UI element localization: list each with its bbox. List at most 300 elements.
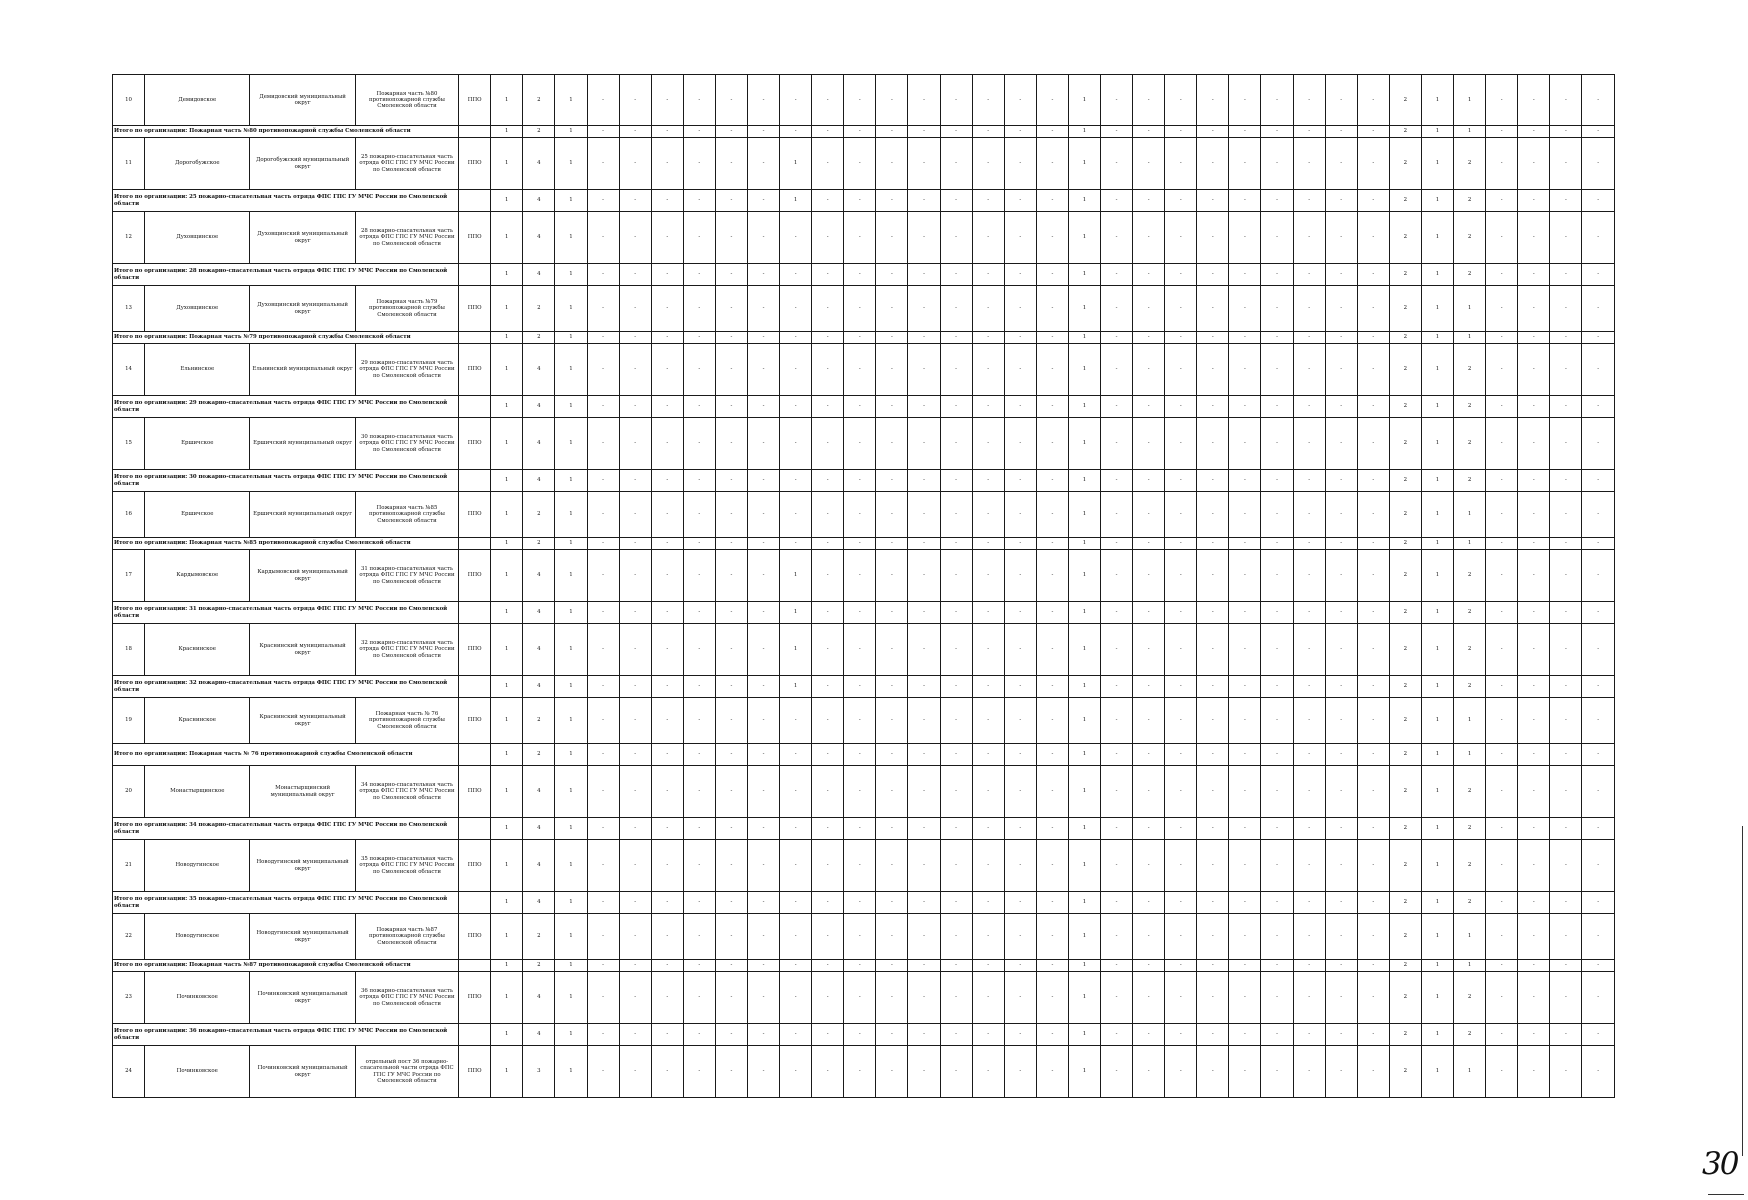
fire-protection-table <box>112 74 1615 1098</box>
value-cell: - <box>1486 1046 1518 1098</box>
total-value-cell: - <box>1261 190 1293 212</box>
value-cell: - <box>1325 75 1357 126</box>
value-cell: - <box>1550 75 1582 126</box>
value-cell: 2 <box>1454 344 1486 396</box>
value-cell: - <box>1197 624 1229 676</box>
settlement-cell: Новодугинское <box>145 914 250 960</box>
value-cell: 1 <box>1068 766 1100 818</box>
total-value-cell: - <box>1582 126 1615 138</box>
total-value-cell: 2 <box>1454 892 1486 914</box>
total-type-cell <box>459 396 491 418</box>
value-cell: 1 <box>780 138 812 190</box>
total-value-cell: - <box>1486 602 1518 624</box>
value-cell: - <box>1229 840 1261 892</box>
value-cell: - <box>1036 766 1068 818</box>
territory-cell: Кардымовский муниципальный округ <box>250 550 355 602</box>
value-cell: 2 <box>1389 492 1421 538</box>
value-cell: - <box>651 766 683 818</box>
total-row <box>113 264 1615 286</box>
total-value-cell: 1 <box>1421 396 1453 418</box>
value-cell: 2 <box>1389 418 1421 470</box>
value-cell: - <box>940 418 972 470</box>
value-cell: - <box>1101 492 1133 538</box>
total-value-cell: - <box>715 396 747 418</box>
total-value-cell: 2 <box>523 332 555 344</box>
value-cell: - <box>619 286 651 332</box>
total-type-cell <box>459 538 491 550</box>
settlement-cell: Ершичское <box>145 492 250 538</box>
total-row <box>113 744 1615 766</box>
value-cell: - <box>940 286 972 332</box>
total-value-cell: - <box>587 602 619 624</box>
total-value-cell: - <box>715 1024 747 1046</box>
total-value-cell: - <box>1165 818 1197 840</box>
type-cell: ППО <box>459 1046 491 1098</box>
total-value-cell: - <box>844 744 876 766</box>
total-value-cell: - <box>812 396 844 418</box>
total-label-cell: Итого по организации: Пожарная часть №80 противопожарной службы Смоленской области <box>113 126 459 138</box>
total-value-cell: - <box>812 264 844 286</box>
total-value-cell: 1 <box>491 396 523 418</box>
value-cell: - <box>651 492 683 538</box>
total-value-cell: - <box>1036 744 1068 766</box>
value-cell: - <box>1357 624 1389 676</box>
value-cell: - <box>1550 972 1582 1024</box>
total-value-cell: - <box>1550 264 1582 286</box>
total-value-cell: - <box>1229 470 1261 492</box>
value-cell: - <box>747 75 779 126</box>
total-value-cell: - <box>1550 538 1582 550</box>
value-cell: - <box>844 418 876 470</box>
total-value-cell: - <box>1197 744 1229 766</box>
total-value-cell: 2 <box>1389 470 1421 492</box>
total-value-cell: - <box>1197 396 1229 418</box>
total-value-cell: 1 <box>491 818 523 840</box>
total-row <box>113 892 1615 914</box>
total-value-cell: - <box>1101 126 1133 138</box>
value-cell: 2 <box>1454 840 1486 892</box>
total-value-cell: - <box>1518 892 1550 914</box>
value-cell: - <box>876 766 908 818</box>
total-value-cell: - <box>651 538 683 550</box>
total-value-cell: 1 <box>555 470 587 492</box>
value-cell: - <box>908 492 940 538</box>
row-number-cell: 10 <box>113 75 145 126</box>
total-type-cell <box>459 744 491 766</box>
value-cell: - <box>1101 344 1133 396</box>
value-cell: 1 <box>1421 840 1453 892</box>
value-cell: 2 <box>1454 766 1486 818</box>
total-value-cell: - <box>940 332 972 344</box>
total-value-cell: - <box>908 332 940 344</box>
value-cell: - <box>1325 550 1357 602</box>
value-cell: 1 <box>491 840 523 892</box>
total-value-cell: - <box>1133 744 1165 766</box>
total-value-cell: - <box>1357 470 1389 492</box>
total-value-cell: - <box>747 264 779 286</box>
total-type-cell <box>459 818 491 840</box>
total-value-cell: - <box>715 602 747 624</box>
total-value-cell: - <box>1357 892 1389 914</box>
total-value-cell: 1 <box>555 538 587 550</box>
total-value-cell: - <box>844 126 876 138</box>
total-value-cell: 1 <box>780 676 812 698</box>
value-cell: - <box>908 1046 940 1098</box>
total-value-cell: - <box>844 396 876 418</box>
total-value-cell: - <box>1518 396 1550 418</box>
value-cell: - <box>1261 914 1293 960</box>
value-cell: 1 <box>1068 344 1100 396</box>
value-cell: - <box>780 212 812 264</box>
total-type-cell <box>459 676 491 698</box>
value-cell: - <box>1229 212 1261 264</box>
row-number-cell: 21 <box>113 840 145 892</box>
total-value-cell: - <box>683 602 715 624</box>
total-value-cell: 2 <box>1389 332 1421 344</box>
total-value-cell: - <box>1229 892 1261 914</box>
total-value-cell: - <box>1101 1024 1133 1046</box>
value-cell: - <box>1229 1046 1261 1098</box>
total-type-cell <box>459 602 491 624</box>
table-row <box>113 914 1615 960</box>
organization-cell: 29 пожарно-спасательная часть отряда ФПС ГПС ГУ МЧС России по Смоленской области <box>355 344 458 396</box>
value-cell: - <box>1325 492 1357 538</box>
total-value-cell: - <box>683 332 715 344</box>
value-cell: - <box>587 492 619 538</box>
value-cell: - <box>1133 418 1165 470</box>
total-value-cell: 2 <box>1454 470 1486 492</box>
total-value-cell: - <box>1197 126 1229 138</box>
total-value-cell: - <box>747 892 779 914</box>
value-cell: - <box>1486 138 1518 190</box>
total-value-cell: 2 <box>1454 818 1486 840</box>
total-value-cell: - <box>1357 538 1389 550</box>
total-value-cell: - <box>1293 190 1325 212</box>
total-value-cell: - <box>1004 744 1036 766</box>
value-cell: - <box>1357 286 1389 332</box>
value-cell: - <box>780 698 812 744</box>
total-value-cell: - <box>1582 396 1615 418</box>
total-value-cell: - <box>908 538 940 550</box>
total-value-cell: - <box>812 332 844 344</box>
value-cell: - <box>1133 75 1165 126</box>
value-cell: - <box>1261 1046 1293 1098</box>
total-value-cell: 1 <box>555 126 587 138</box>
total-value-cell: - <box>1582 892 1615 914</box>
total-value-cell: - <box>1357 1024 1389 1046</box>
value-cell: - <box>1197 492 1229 538</box>
value-cell: 1 <box>555 1046 587 1098</box>
value-cell: - <box>1486 698 1518 744</box>
value-cell: - <box>1550 766 1582 818</box>
total-value-cell: 1 <box>555 332 587 344</box>
type-cell: ППО <box>459 286 491 332</box>
value-cell: - <box>1325 972 1357 1024</box>
total-value-cell: - <box>1261 538 1293 550</box>
total-label-cell: Итого по организации: 29 пожарно-спасательная часть отряда ФПС ГПС ГУ МЧС России по Смоленской области <box>113 396 459 418</box>
total-value-cell: - <box>1197 602 1229 624</box>
total-value-cell: - <box>1229 538 1261 550</box>
total-value-cell: 2 <box>1389 960 1421 972</box>
total-value-cell: - <box>619 190 651 212</box>
value-cell: 4 <box>523 766 555 818</box>
total-value-cell: - <box>1582 190 1615 212</box>
value-cell: 1 <box>1454 492 1486 538</box>
value-cell: - <box>715 344 747 396</box>
value-cell: - <box>619 492 651 538</box>
total-value-cell: - <box>651 332 683 344</box>
total-value-cell: 4 <box>523 470 555 492</box>
total-value-cell: - <box>940 1024 972 1046</box>
total-value-cell: - <box>1036 818 1068 840</box>
total-value-cell: - <box>876 892 908 914</box>
value-cell: 1 <box>555 972 587 1024</box>
total-row <box>113 676 1615 698</box>
total-value-cell: 1 <box>491 676 523 698</box>
value-cell: - <box>1550 698 1582 744</box>
total-value-cell: - <box>747 676 779 698</box>
value-cell: - <box>1261 75 1293 126</box>
total-value-cell: 1 <box>491 538 523 550</box>
value-cell: - <box>1357 766 1389 818</box>
total-value-cell: - <box>715 470 747 492</box>
total-value-cell: 2 <box>523 744 555 766</box>
territory-cell: Ельнинский муниципальный округ <box>250 344 355 396</box>
total-value-cell: - <box>1261 960 1293 972</box>
total-value-cell: - <box>1229 1024 1261 1046</box>
value-cell: 3 <box>523 1046 555 1098</box>
value-cell: - <box>1133 766 1165 818</box>
value-cell: - <box>1036 286 1068 332</box>
value-cell: 2 <box>1454 624 1486 676</box>
value-cell: - <box>1133 624 1165 676</box>
value-cell: 1 <box>555 840 587 892</box>
value-cell: 1 <box>1068 840 1100 892</box>
row-number-cell: 13 <box>113 286 145 332</box>
total-value-cell: - <box>908 818 940 840</box>
total-value-cell: - <box>683 818 715 840</box>
value-cell: 2 <box>523 914 555 960</box>
value-cell: - <box>619 75 651 126</box>
total-value-cell: 1 <box>1421 332 1453 344</box>
total-value-cell: - <box>812 676 844 698</box>
value-cell: - <box>812 492 844 538</box>
value-cell: 2 <box>1389 972 1421 1024</box>
total-value-cell: 1 <box>1068 264 1100 286</box>
total-value-cell: - <box>1518 264 1550 286</box>
value-cell: 1 <box>1068 1046 1100 1098</box>
value-cell: - <box>1550 492 1582 538</box>
total-value-cell: - <box>1133 676 1165 698</box>
value-cell: - <box>1518 972 1550 1024</box>
value-cell: - <box>619 624 651 676</box>
value-cell: - <box>972 418 1004 470</box>
value-cell: - <box>1486 492 1518 538</box>
value-cell: 1 <box>1068 550 1100 602</box>
total-value-cell: - <box>619 676 651 698</box>
value-cell: - <box>1229 418 1261 470</box>
total-value-cell: - <box>1133 264 1165 286</box>
total-value-cell: 1 <box>1454 960 1486 972</box>
total-value-cell: - <box>1036 126 1068 138</box>
value-cell: - <box>1518 698 1550 744</box>
value-cell: - <box>1036 212 1068 264</box>
total-value-cell: - <box>780 332 812 344</box>
value-cell: - <box>1133 286 1165 332</box>
value-cell: - <box>1550 1046 1582 1098</box>
value-cell: 1 <box>1421 914 1453 960</box>
total-value-cell: - <box>619 332 651 344</box>
total-value-cell: - <box>876 1024 908 1046</box>
value-cell: - <box>876 1046 908 1098</box>
total-value-cell: - <box>1518 744 1550 766</box>
total-value-cell: - <box>651 892 683 914</box>
value-cell: - <box>1550 418 1582 470</box>
total-value-cell: - <box>1293 892 1325 914</box>
value-cell: - <box>780 286 812 332</box>
total-value-cell: 1 <box>1454 332 1486 344</box>
value-cell: - <box>1004 212 1036 264</box>
total-value-cell: - <box>1325 264 1357 286</box>
total-value-cell: - <box>1036 332 1068 344</box>
total-value-cell: - <box>908 190 940 212</box>
value-cell: - <box>1229 75 1261 126</box>
total-value-cell: - <box>1261 396 1293 418</box>
total-value-cell: - <box>812 960 844 972</box>
total-value-cell: - <box>1229 190 1261 212</box>
total-value-cell: 1 <box>555 396 587 418</box>
total-value-cell: - <box>844 818 876 840</box>
value-cell: - <box>844 840 876 892</box>
type-cell: ППО <box>459 550 491 602</box>
total-value-cell: - <box>1550 960 1582 972</box>
total-value-cell: - <box>619 538 651 550</box>
total-value-cell: - <box>940 892 972 914</box>
total-value-cell: - <box>683 126 715 138</box>
total-value-cell: - <box>1486 396 1518 418</box>
value-cell: - <box>1261 766 1293 818</box>
value-cell: 1 <box>1421 550 1453 602</box>
total-value-cell: 4 <box>523 892 555 914</box>
value-cell: - <box>1261 212 1293 264</box>
value-cell: 1 <box>1068 698 1100 744</box>
value-cell: - <box>1550 624 1582 676</box>
total-value-cell: - <box>1229 396 1261 418</box>
value-cell: 1 <box>555 914 587 960</box>
value-cell: - <box>1229 286 1261 332</box>
value-cell: 2 <box>1389 624 1421 676</box>
total-value-cell: 1 <box>1421 744 1453 766</box>
table-row <box>113 1046 1615 1098</box>
value-cell: - <box>747 286 779 332</box>
total-value-cell: 1 <box>1421 892 1453 914</box>
total-row <box>113 602 1615 624</box>
value-cell: 4 <box>523 972 555 1024</box>
value-cell: 1 <box>1068 75 1100 126</box>
total-value-cell: 2 <box>523 960 555 972</box>
value-cell: - <box>1197 418 1229 470</box>
total-value-cell: - <box>908 396 940 418</box>
value-cell: 1 <box>491 344 523 396</box>
value-cell: - <box>972 75 1004 126</box>
value-cell: - <box>1582 698 1615 744</box>
total-value-cell: - <box>780 1024 812 1046</box>
value-cell: - <box>651 698 683 744</box>
total-value-cell: - <box>1036 1024 1068 1046</box>
total-value-cell: - <box>844 960 876 972</box>
value-cell: - <box>1293 492 1325 538</box>
total-value-cell: - <box>780 264 812 286</box>
value-cell: - <box>1165 286 1197 332</box>
total-value-cell: - <box>1101 892 1133 914</box>
type-cell: ППО <box>459 492 491 538</box>
value-cell: - <box>780 972 812 1024</box>
value-cell: - <box>908 766 940 818</box>
value-cell: - <box>1357 550 1389 602</box>
value-cell: - <box>1582 972 1615 1024</box>
value-cell: 1 <box>780 550 812 602</box>
total-label-cell: Итого по организации: 32 пожарно-спасательная часть отряда ФПС ГПС ГУ МЧС России по Смоленской области <box>113 676 459 698</box>
total-value-cell: - <box>1004 126 1036 138</box>
total-value-cell: - <box>1133 960 1165 972</box>
total-value-cell: - <box>1101 190 1133 212</box>
total-value-cell: - <box>1293 744 1325 766</box>
total-value-cell: - <box>1293 676 1325 698</box>
total-value-cell: - <box>940 470 972 492</box>
value-cell: - <box>1101 75 1133 126</box>
value-cell: - <box>619 1046 651 1098</box>
organization-cell: 30 пожарно-спасательная часть отряда ФПС ГПС ГУ МЧС России по Смоленской области <box>355 418 458 470</box>
value-cell: - <box>1229 492 1261 538</box>
total-value-cell: - <box>1325 602 1357 624</box>
value-cell: - <box>587 914 619 960</box>
value-cell: - <box>1197 138 1229 190</box>
value-cell: - <box>844 914 876 960</box>
value-cell: - <box>1101 418 1133 470</box>
type-cell: ППО <box>459 212 491 264</box>
total-value-cell: - <box>1133 602 1165 624</box>
total-value-cell: 1 <box>1068 538 1100 550</box>
value-cell: 2 <box>523 286 555 332</box>
total-value-cell: 2 <box>1389 264 1421 286</box>
total-value-cell: 1 <box>1068 818 1100 840</box>
territory-cell: Монастырщинский муниципальный округ <box>250 766 355 818</box>
value-cell: - <box>619 840 651 892</box>
value-cell: - <box>1518 492 1550 538</box>
total-value-cell: - <box>1325 190 1357 212</box>
total-value-cell: - <box>1229 818 1261 840</box>
value-cell: - <box>1036 1046 1068 1098</box>
value-cell: - <box>940 914 972 960</box>
value-cell: - <box>1582 286 1615 332</box>
organization-cell: 32 пожарно-спасательная часть отряда ФПС ГПС ГУ МЧС России по Смоленской области <box>355 624 458 676</box>
value-cell: - <box>1101 972 1133 1024</box>
row-number-cell: 22 <box>113 914 145 960</box>
total-value-cell: 1 <box>491 744 523 766</box>
value-cell: 2 <box>1389 344 1421 396</box>
value-cell: - <box>651 138 683 190</box>
total-value-cell: - <box>908 470 940 492</box>
value-cell: - <box>619 914 651 960</box>
value-cell: - <box>1550 138 1582 190</box>
value-cell: 2 <box>1389 840 1421 892</box>
total-label-cell: Итого по организации: 34 пожарно-спасательная часть отряда ФПС ГПС ГУ МЧС России по Смоленской области <box>113 818 459 840</box>
total-value-cell: - <box>1325 332 1357 344</box>
value-cell: - <box>1518 286 1550 332</box>
total-value-cell: - <box>747 1024 779 1046</box>
total-value-cell: - <box>1133 470 1165 492</box>
value-cell: - <box>812 914 844 960</box>
